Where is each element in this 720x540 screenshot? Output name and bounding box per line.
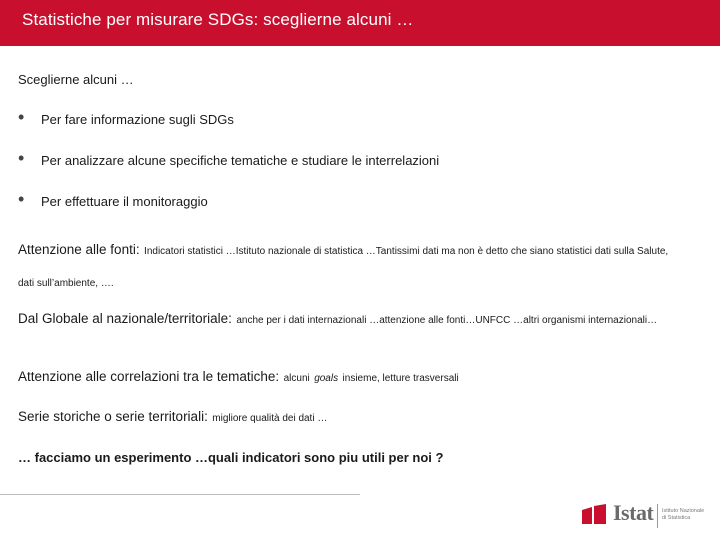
slide-header (0, 0, 720, 46)
paragraph-heading: Attenzione alle fonti: (18, 242, 140, 257)
logo-wordmark: Istat (613, 500, 654, 525)
bullet-text: Per fare informazione sugli SDGs (41, 112, 234, 127)
paragraph-body: anche per i dati internazionali …attenzione alle fonti…UNFCC …altri organismi internazionali… (236, 315, 658, 326)
istat-logo-mark-icon (580, 504, 610, 526)
slide-title: Statistiche per misurare SDGs: sceglierne alcuni … (22, 10, 414, 29)
logo-tagline: Istituto Nazionale di Statistica (662, 508, 705, 521)
logo-separator (657, 504, 658, 528)
paragraph-body-pre: alcuni (283, 373, 310, 384)
paragraph-heading: Dal Globale al nazionale/territoriale: (18, 311, 232, 326)
paragraph-fonti (18, 235, 686, 299)
paragraph-globale (18, 306, 686, 333)
paragraph-heading: Attenzione alle correlazioni tra le tematiche: (18, 369, 280, 384)
intro-text: Sceglierne alcuni … (18, 72, 134, 87)
istat-logo (580, 498, 710, 532)
bullet-icon: • (18, 107, 25, 127)
bullet-text: Per analizzare alcune specifiche tematiche e studiare le interrelazioni (41, 153, 440, 168)
paragraph-heading: Serie storiche o serie territoriali: (18, 409, 208, 424)
closing-question: … facciamo un esperimento …quali indicatori sono piu utili per noi ? (18, 450, 444, 465)
paragraph-body-post: insieme, letture trasversali (342, 373, 459, 384)
bullet-icon: • (18, 148, 25, 168)
footer-divider (0, 494, 360, 495)
paragraph-body: migliore qualità dei dati … (212, 413, 328, 424)
paragraph-body: Indicatori statistici …Istituto nazionale di statistica …Tantissimi dati ma non è detto che siano statistici dati sulla Salute, dati sull’ambiente, …. (18, 246, 669, 289)
bullet-icon: • (18, 189, 25, 209)
paragraph-correlazioni (18, 368, 686, 386)
paragraph-serie (18, 408, 686, 426)
paragraph-body-emphasis: goals (314, 373, 339, 384)
bullet-text: Per effettuare il monitoraggio (41, 194, 208, 209)
